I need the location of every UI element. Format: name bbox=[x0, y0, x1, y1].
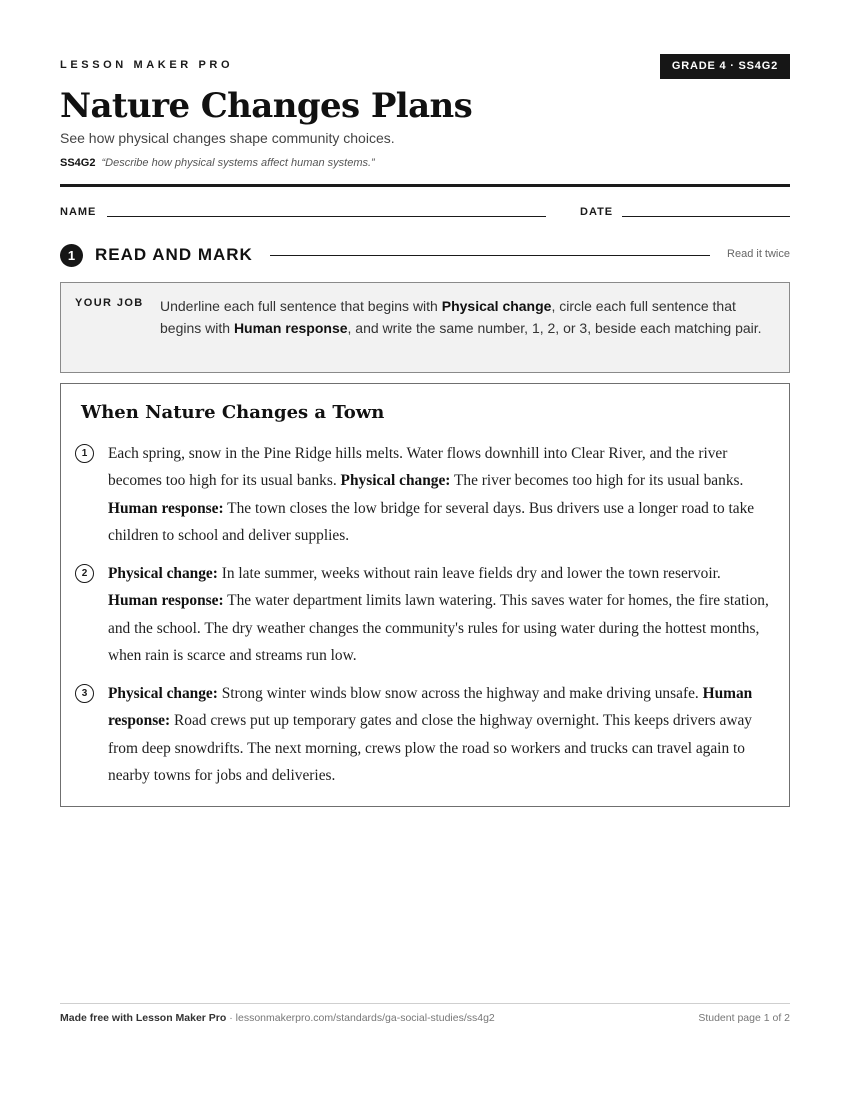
instructions-text bbox=[160, 295, 775, 339]
brand-name: LESSON MAKER PRO bbox=[60, 59, 234, 71]
human-response-text: The town closes the low bridge for several days. Bus drivers use a longer road to take children to school and deliver supplies. bbox=[108, 499, 755, 544]
footer-made-with: Made free with Lesson Maker Pro bbox=[60, 1012, 227, 1024]
footer-credit bbox=[60, 1012, 495, 1024]
paragraph-intro: Each spring, snow in the Pine Ridge hills melts. Water flows downhill into Clear River, and the river becomes too high for its usual banks. bbox=[108, 445, 728, 490]
physical-change-text: The river becomes too high for its usual banks. bbox=[450, 472, 744, 490]
standard-line bbox=[60, 157, 375, 169]
reading-passage-box bbox=[60, 383, 790, 807]
page-title: Nature Changes Plans bbox=[60, 86, 473, 126]
paragraph-text bbox=[108, 560, 774, 669]
footer-url: · lessonmakerpro.com/standards/ga-social-studies/ss4g2 bbox=[226, 1012, 495, 1024]
physical-change-label: Physical change: bbox=[340, 472, 451, 490]
instructions-part: Underline each full sentence that begins with bbox=[160, 298, 442, 314]
physical-change-text: In late summer, weeks without rain leave fields dry and lower the town reservoir. bbox=[217, 565, 721, 582]
standard-text: “Describe how physical systems affect human systems.” bbox=[101, 157, 375, 169]
section-note: Read it twice bbox=[727, 248, 790, 260]
instructions-part: , and write the same number, 1, 2, or 3, beside each matching pair. bbox=[347, 320, 762, 336]
section-title: READ AND MARK bbox=[95, 245, 253, 264]
footer-page-number: Student page 1 of 2 bbox=[698, 1012, 790, 1024]
paragraph-text bbox=[108, 680, 774, 789]
paragraph-number: 1 bbox=[75, 444, 94, 463]
passage-title: When Nature Changes a Town bbox=[81, 402, 385, 423]
human-response-label: Human response: bbox=[108, 592, 224, 610]
date-label: DATE bbox=[580, 206, 614, 218]
instructions-label: YOUR JOB bbox=[75, 297, 144, 309]
section-divider bbox=[270, 255, 710, 256]
human-response-text: Road crews put up temporary gates and close the highway overnight. This keeps drivers away from deep snowdrifts. The next morning, crews plow the road so workers and trucks can travel again to nearby towns for jobs and deliveries. bbox=[108, 712, 752, 784]
grade-badge: GRADE 4 · SS4G2 bbox=[660, 54, 790, 79]
date-field-line[interactable] bbox=[622, 216, 790, 217]
human-response-label: Human response: bbox=[108, 685, 753, 730]
section-number-badge: 1 bbox=[60, 244, 83, 267]
footer-divider bbox=[60, 1003, 790, 1004]
paragraph-number: 3 bbox=[75, 684, 94, 703]
physical-change-label: Physical change: bbox=[108, 685, 218, 702]
instructions-emphasis-physical: Physical change bbox=[441, 298, 552, 314]
instructions-box bbox=[60, 282, 790, 373]
name-label: NAME bbox=[60, 206, 97, 218]
physical-change-label: Physical change: bbox=[108, 565, 218, 582]
human-response-text: The water department limits lawn watering. This saves water for homes, the fire station, and the school. The dry weather changes the community's rules for using water during the hottest months, when rain is scarce and streams run low. bbox=[108, 592, 769, 664]
physical-change-text: Strong winter winds blow snow across the highway and make driving unsafe. bbox=[217, 685, 703, 702]
header-divider bbox=[60, 184, 790, 187]
instructions-part: , circle each full sentence that begins with bbox=[160, 298, 736, 336]
instructions-emphasis-human: Human response bbox=[233, 320, 348, 336]
name-field-line[interactable] bbox=[107, 216, 546, 217]
standard-code: SS4G2 bbox=[60, 157, 96, 169]
page-subtitle: See how physical changes shape community choices. bbox=[60, 130, 395, 146]
worksheet-page bbox=[60, 0, 790, 1100]
paragraph-text bbox=[108, 440, 774, 549]
paragraph-number: 2 bbox=[75, 564, 94, 583]
human-response-label: Human response: bbox=[108, 499, 224, 517]
